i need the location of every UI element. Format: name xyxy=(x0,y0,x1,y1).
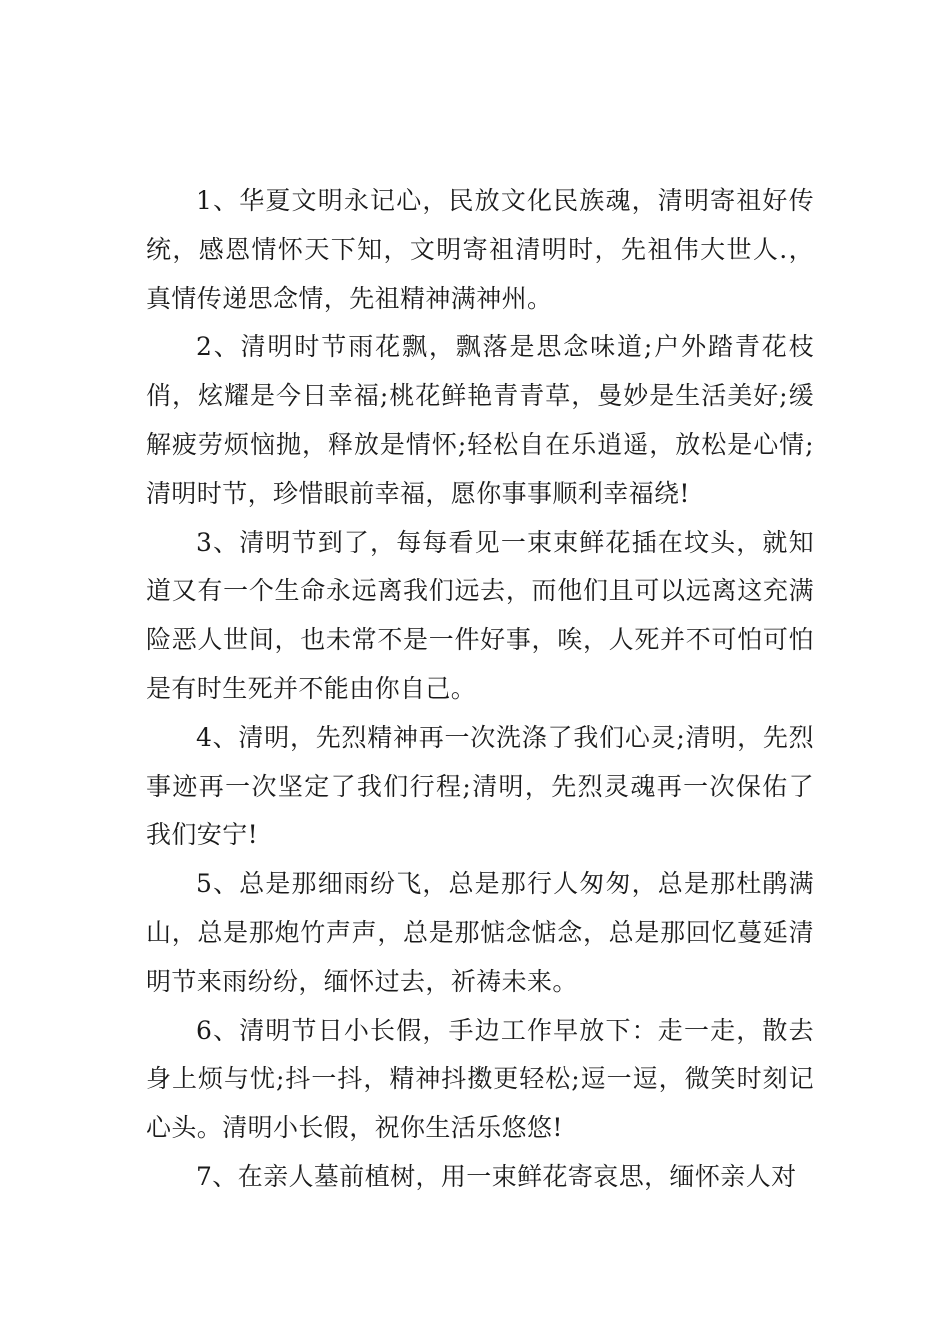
paragraph-5: 5、总是那细雨纷飞，总是那行人匆匆，总是那杜鹃满山，总是那炮竹声声，总是那惦念惦念，总是那回忆蔓延清明节来雨纷纷，缅怀过去，祈祷未来。 xyxy=(146,869,814,996)
paragraph-7: 7、在亲人墓前植树，用一束鲜花寄哀思，缅怀亲人对 xyxy=(196,1161,797,1191)
paragraph-4: 4、清明，先烈精神再一次洗涤了我们心灵;清明，先烈事迹再一次坚定了我们行程;清明，先烈灵魂再一次保佑了我们安宁! xyxy=(146,722,814,850)
paragraph-2: 2、清明时节雨花飘，飘落是思念味道;户外踏青花枝俏，炫耀是今日幸福;桃花鲜艳青青草，曼妙是生活美好;缓解疲劳烦恼抛，释放是情怀;轻松自在乐逍遥，放松是心情;清明时节，珍惜眼前幸福，愿你事事顺利幸福绕! xyxy=(146,332,814,508)
paragraph-1: 1、华夏文明永记心，民放文化民族魂，清明寄祖好传统，感恩情怀天下知，文明寄祖清明时，先祖伟大世人.，真情传递思念情，先祖精神满神州。 xyxy=(146,186,814,313)
paragraph-3: 3、清明节到了，每每看见一束束鲜花插在坟头，就知道又有一个生命永远离我们远去，而他们且可以远离这充满险恶人世间，也未常不是一件好事，唉，人死并不可怕可怕是有时生死并不能由你自己。 xyxy=(146,527,814,703)
paragraph-6: 6、清明节日小长假，手边工作早放下：走一走，散去身上烦与忧;抖一抖，精神抖擞更轻松;逗一逗，微笑时刻记心头。清明小长假，祝你生活乐悠悠! xyxy=(146,1015,814,1143)
document-body xyxy=(146,177,814,1202)
